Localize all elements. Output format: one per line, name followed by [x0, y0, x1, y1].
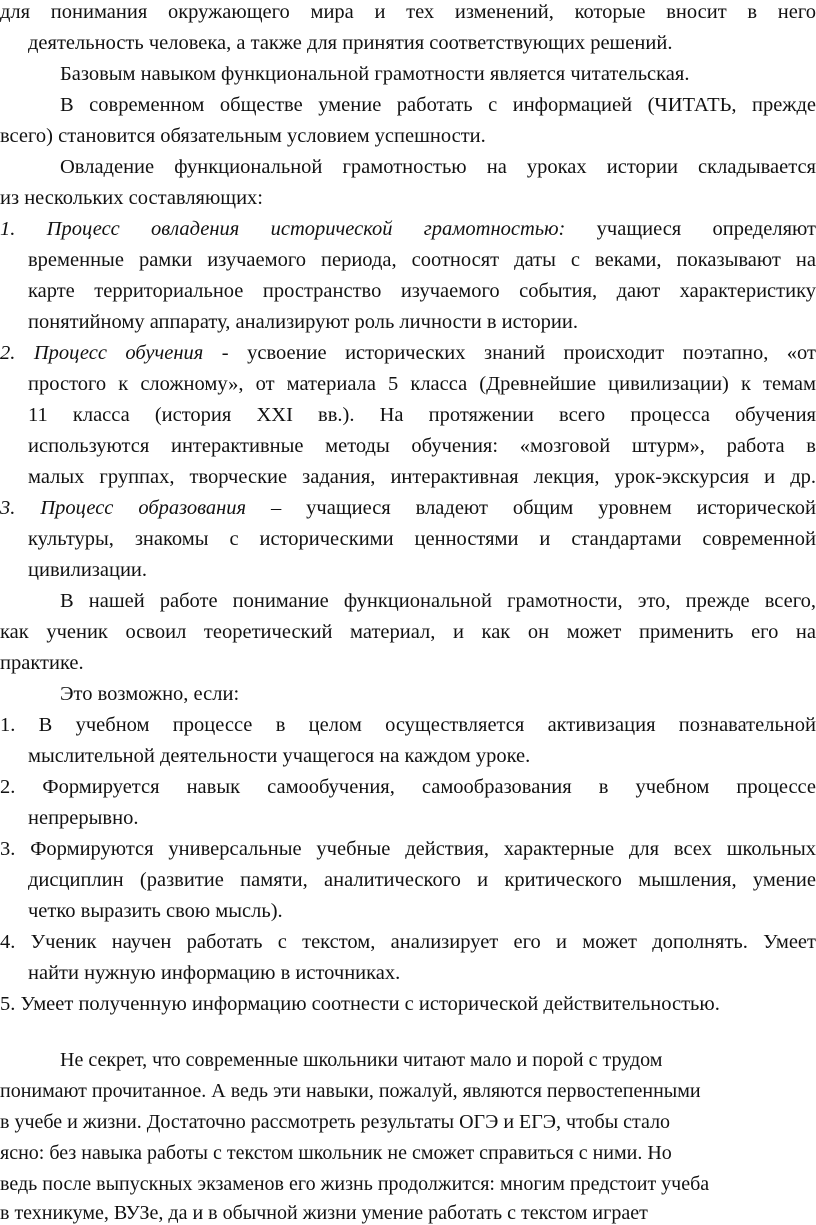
text-line: цивилизации. — [28, 559, 148, 581]
paragraph-line: Базовым навыком функциональной грамотности является читательская. — [60, 63, 690, 85]
text-line: деятельность человека, а также для принятия соответствующих решений. — [28, 32, 673, 54]
text-line: ведь после выпускных экзаменов его жизнь продолжится: многим предстоит учеба — [0, 1173, 710, 1195]
list-number: 2. — [0, 342, 16, 364]
text-line: найти нужную информацию в источниках. — [28, 962, 401, 984]
list-italic-term: Процесс обучения — [33, 342, 204, 364]
text-line: 11 класса (история XXI вв.). На протяжении всего процесса обучения — [28, 404, 816, 426]
paragraph-line: Овладение функциональной грамотностью на уроках истории складывается — [60, 156, 816, 178]
list-item-text: - усвоение исторических знаний происходит поэтапно, «от — [203, 342, 816, 364]
text-line: понимают прочитанное. А ведь эти навыки, пожалуй, являются первостепенными — [0, 1080, 701, 1102]
text-line: всего) становится обязательным условием успешности. — [0, 125, 486, 147]
text-line: дисциплин (развитие памяти, аналитического и критического мышления, умение — [28, 869, 816, 891]
list-item: 4. Ученик научен работать с текстом, анализирует его и может дополнять. Умеет — [0, 931, 816, 953]
paragraph-line: В современном обществе умение работать с информацией (ЧИТАТЬ, прежде — [60, 94, 816, 116]
text-line: культуры, знакомы с историческими ценностями и стандартами современной — [28, 528, 816, 550]
text-line: мыслительной деятельности учащегося на каждом уроке. — [28, 745, 531, 767]
text-line: понятийному аппарату, анализируют роль личности в истории. — [28, 311, 578, 333]
text-line: временные рамки изучаемого периода, соотносят даты с веками, показывают на — [28, 249, 816, 271]
list-item-text: – учащиеся владеют общим уровнем исторической — [246, 497, 816, 519]
text-line: как ученик освоил теоретический материал, и как он может применить его на — [0, 621, 816, 643]
list-item-heading — [0, 341, 816, 365]
list-item: 5. Умеет полученную информацию соотнести с исторической действительностью. — [0, 993, 720, 1015]
text-line: малых группах, творческие задания, интерактивная лекция, урок-экскурсия и др. — [28, 466, 816, 488]
text-line: в учебе и жизни. Достаточно рассмотреть результаты ОГЭ и ЕГЭ, чтобы стало — [0, 1111, 671, 1133]
paragraph-line: В нашей работе понимание функциональной грамотности, это, прежде всего, — [60, 590, 816, 612]
text-line: четко выразить свою мысль). — [28, 900, 283, 922]
text-line: простого к сложному», от материала 5 класса (Древнейшие цивилизации) к темам — [28, 373, 816, 395]
text-line: для понимания окружающего мира и тех изменений, которые вносит в него — [0, 1, 816, 23]
list-item-heading — [0, 217, 816, 241]
text-line: практике. — [0, 652, 84, 674]
text-line: из нескольких составляющих: — [0, 187, 264, 209]
list-number: 1. — [0, 218, 16, 240]
text-line: используются интерактивные методы обучения: «мозговой штурм», работа в — [28, 435, 816, 457]
list-item: 3. Формируются универсальные учебные действия, характерные для всех школьных — [0, 838, 816, 860]
list-item-text: учащиеся определяют — [565, 218, 816, 240]
list-number: 3. — [0, 497, 16, 519]
paragraph-line: Это возможно, если: — [60, 683, 240, 705]
text-line: непрерывно. — [28, 807, 139, 829]
text-line: в техникуме, ВУЗе, да и в обычной жизни умение работать с текстом играет — [0, 1202, 648, 1224]
paragraph-line: Не секрет, что современные школьники читают мало и порой с трудом — [60, 1049, 663, 1071]
list-item: 1. В учебном процессе в целом осуществляется активизация познавательной — [0, 714, 816, 736]
list-italic-term: Процесс образования — [40, 497, 247, 519]
list-item-heading — [0, 496, 816, 520]
text-line: карте территориальное пространство изучаемого события, дают характеристику — [28, 280, 816, 302]
list-item: 2. Формируется навык самообучения, самообразования в учебном процессе — [0, 776, 816, 798]
list-italic-term: Процесс овладения исторической грамотностью: — [46, 218, 566, 240]
text-line: ясно: без навыка работы с текстом школьник не сможет справиться с ними. Но — [0, 1142, 672, 1164]
